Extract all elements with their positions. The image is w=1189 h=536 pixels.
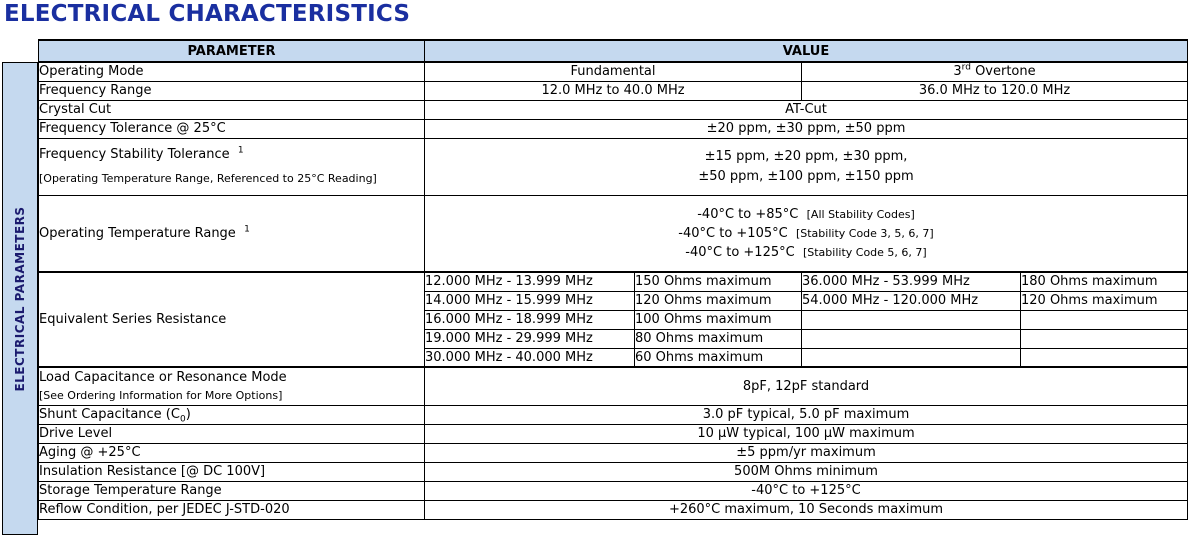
- esr-overtone-range: [802, 310, 1021, 329]
- temp-codes: [Stability Code 3, 5, 6, 7]: [795, 226, 934, 240]
- esr-overtone-range: [802, 348, 1021, 367]
- esr-fund-range: 12.000 MHz - 13.999 MHz: [425, 272, 635, 291]
- temp-line: [425, 224, 1187, 243]
- row-frequency-range: [39, 81, 1188, 100]
- value-fundamental: 12.0 MHz to 40.0 MHz: [425, 81, 802, 100]
- row-esr: [39, 272, 1188, 291]
- row-insulation-resistance: [39, 462, 1188, 481]
- esr-overtone-range: [802, 329, 1021, 348]
- row-frequency-stability: [39, 138, 1188, 195]
- param-value: ±20 ppm, ±30 ppm, ±50 ppm: [425, 119, 1188, 138]
- esr-overtone-max: [1021, 310, 1188, 329]
- param-label: Aging @ +25°C: [39, 443, 425, 462]
- header-row: [39, 40, 1188, 62]
- param-label-cell: [39, 138, 425, 195]
- param-value: 8pF, 12pF standard: [425, 367, 1188, 405]
- value-overtone: [802, 62, 1188, 81]
- row-aging: [39, 443, 1188, 462]
- temp-line: [425, 205, 1187, 224]
- param-value-cell: [425, 195, 1188, 272]
- param-value: AT-Cut: [425, 100, 1188, 119]
- row-operating-mode: [39, 62, 1188, 81]
- overtone-number: 3: [953, 64, 962, 80]
- temp-range: -40°C to +105°C: [678, 225, 788, 241]
- esr-fund-max: 60 Ohms maximum: [635, 348, 802, 367]
- header-parameter: PARAMETER: [39, 40, 425, 62]
- value-line: ±15 ppm, ±20 ppm, ±30 ppm,: [704, 148, 908, 164]
- param-sublabel: [Operating Temperature Range, Referenced to 25°C Reading]: [39, 172, 377, 185]
- param-label: Equivalent Series Resistance: [39, 272, 425, 367]
- esr-fund-range: 14.000 MHz - 15.999 MHz: [425, 291, 635, 310]
- param-label-cell: [39, 195, 425, 272]
- param-value-cell: [425, 138, 1188, 195]
- label-subscript: 0: [179, 414, 186, 424]
- temp-line: [425, 243, 1187, 262]
- row-storage-temperature: [39, 481, 1188, 500]
- row-frequency-tolerance: [39, 119, 1188, 138]
- param-label: Frequency Stability Tolerance: [39, 147, 230, 162]
- param-label-cell: [39, 405, 425, 424]
- param-label: Crystal Cut: [39, 100, 425, 119]
- param-label: Storage Temperature Range: [39, 481, 425, 500]
- param-value: ±5 ppm/yr maximum: [425, 443, 1188, 462]
- param-label: Load Capacitance or Resonance Mode: [39, 369, 287, 385]
- row-reflow-condition: [39, 500, 1188, 519]
- param-value: -40°C to +125°C: [425, 481, 1188, 500]
- esr-overtone-max: [1021, 329, 1188, 348]
- value-line: ±50 ppm, ±100 ppm, ±150 ppm: [698, 168, 914, 184]
- param-label: Frequency Range: [39, 81, 425, 100]
- param-label: Operating Mode: [39, 62, 425, 81]
- value-fundamental: Fundamental: [425, 62, 802, 81]
- esr-fund-range: 19.000 MHz - 29.999 MHz: [425, 329, 635, 348]
- header-value: VALUE: [425, 40, 1188, 62]
- esr-fund-max: 80 Ohms maximum: [635, 329, 802, 348]
- param-label-cell: [39, 367, 425, 405]
- label-end: ): [185, 407, 191, 422]
- row-crystal-cut: [39, 100, 1188, 119]
- param-label: Drive Level: [39, 424, 425, 443]
- row-operating-temperature: [39, 195, 1188, 272]
- temp-codes: [Stability Code 5, 6, 7]: [802, 245, 927, 259]
- param-label: Reflow Condition, per JEDEC J-STD-020: [39, 500, 425, 519]
- footnote-marker: 1: [237, 145, 244, 156]
- row-load-capacitance: [39, 367, 1188, 405]
- footnote-marker: 1: [244, 224, 250, 235]
- param-sublabel: [See Ordering Information for More Options]: [39, 388, 283, 402]
- param-value: 500M Ohms minimum: [425, 462, 1188, 481]
- sidebar-section-label: [2, 62, 38, 535]
- esr-fund-max: 150 Ohms maximum: [635, 272, 802, 291]
- param-label: Operating Temperature Range: [39, 225, 236, 241]
- electrical-characteristics-table: [38, 39, 1188, 520]
- param-label: Frequency Tolerance @ 25°C: [39, 119, 425, 138]
- temp-codes: [All Stability Codes]: [806, 207, 915, 221]
- esr-overtone-max: [1021, 348, 1188, 367]
- esr-fund-max: 100 Ohms maximum: [635, 310, 802, 329]
- temp-range: -40°C to +85°C: [697, 206, 799, 222]
- page-title: ELECTRICAL CHARACTERISTICS: [4, 1, 411, 27]
- param-label: Shunt Capacitance (C: [39, 407, 180, 422]
- param-value: 3.0 pF typical, 5.0 pF maximum: [425, 405, 1188, 424]
- esr-overtone-range: 36.000 MHz - 53.999 MHz: [802, 272, 1021, 291]
- value-overtone: 36.0 MHz to 120.0 MHz: [802, 81, 1188, 100]
- row-shunt-capacitance: [39, 405, 1188, 424]
- row-drive-level: [39, 424, 1188, 443]
- sidebar-label-text: ELECTRICAL PARAMETERS: [13, 205, 27, 392]
- esr-overtone-max: 180 Ohms maximum: [1021, 272, 1188, 291]
- param-label: Insulation Resistance [@ DC 100V]: [39, 462, 425, 481]
- temp-range: -40°C to +125°C: [685, 244, 795, 260]
- overtone-word: Overtone: [975, 64, 1036, 80]
- esr-fund-range: 16.000 MHz - 18.999 MHz: [425, 310, 635, 329]
- esr-overtone-max: 120 Ohms maximum: [1021, 291, 1188, 310]
- esr-fund-range: 30.000 MHz - 40.000 MHz: [425, 348, 635, 367]
- esr-fund-max: 120 Ohms maximum: [635, 291, 802, 310]
- param-value: 10 µW typical, 100 µW maximum: [425, 424, 1188, 443]
- esr-overtone-range: 54.000 MHz - 120.000 MHz: [802, 291, 1021, 310]
- param-value: +260°C maximum, 10 Seconds maximum: [425, 500, 1188, 519]
- overtone-suffix: rd: [961, 62, 971, 73]
